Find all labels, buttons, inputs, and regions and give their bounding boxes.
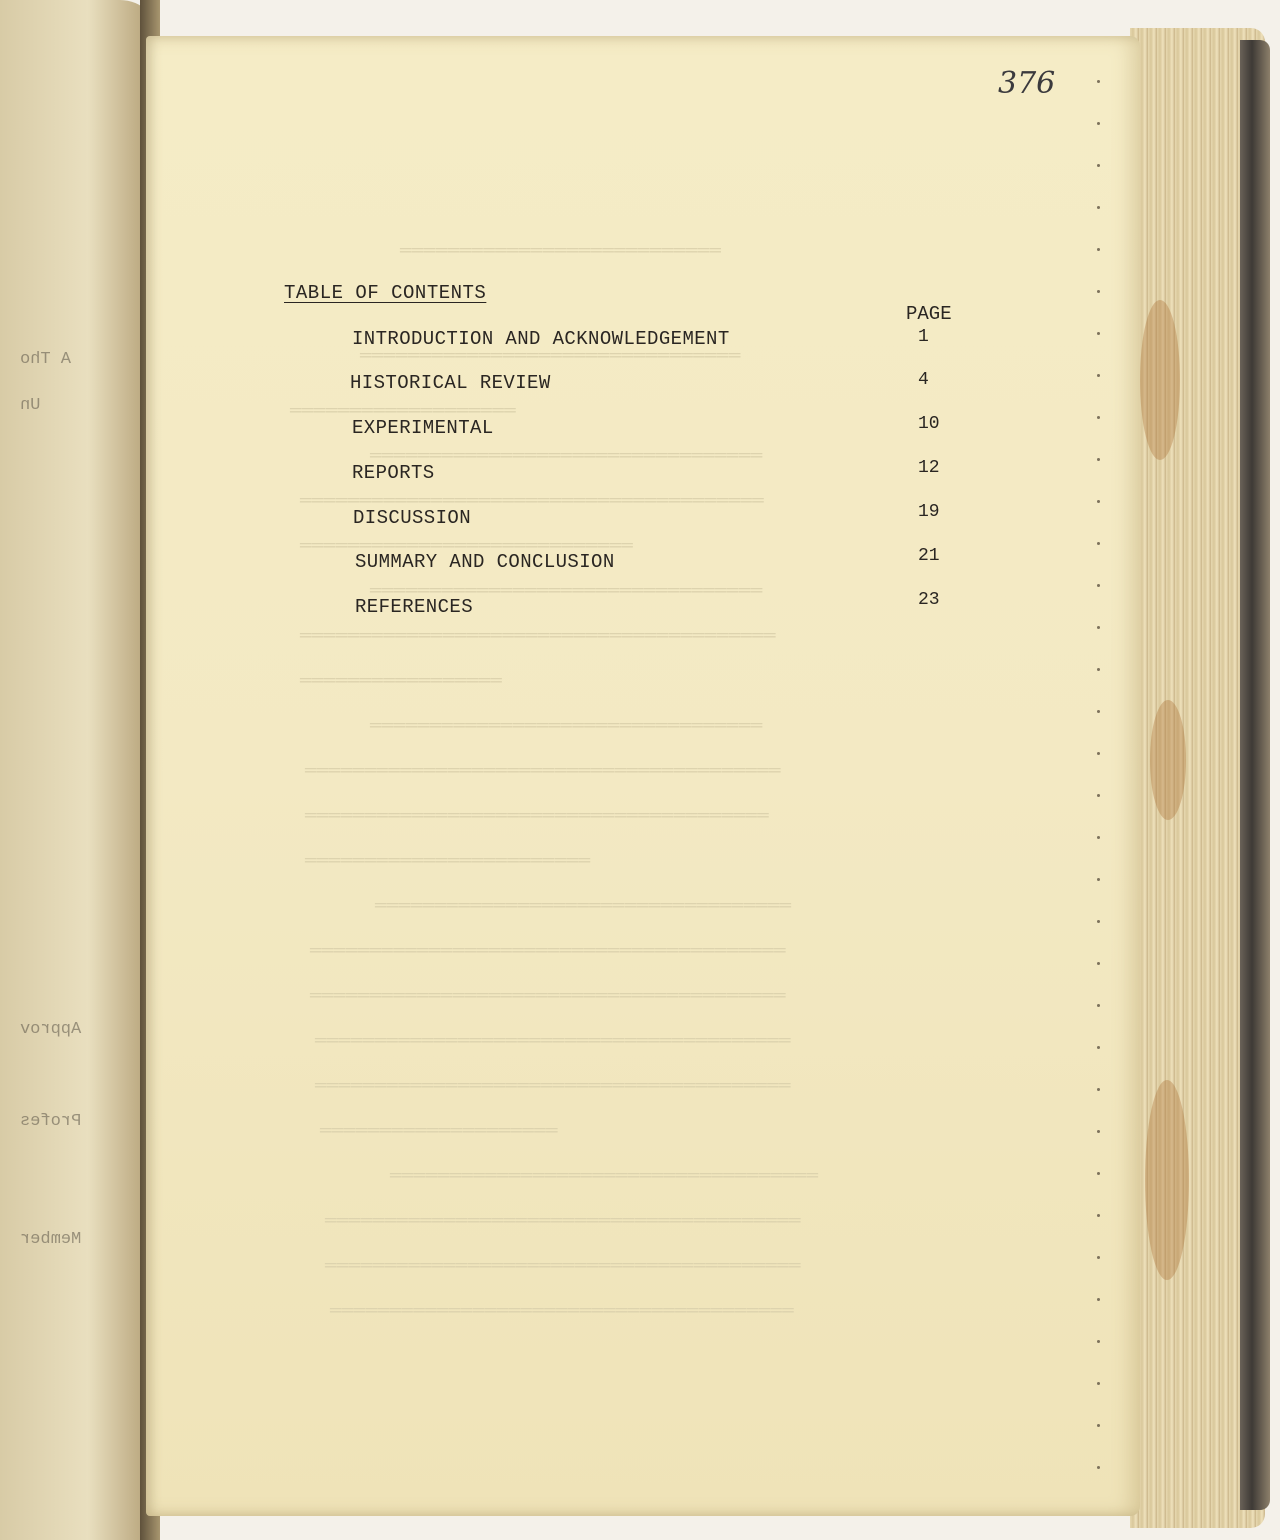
bleed-through-text: ═══════════════════════════════════════ [300,490,765,512]
perforation-dot [1097,1424,1100,1427]
bleed-through-text: ═══════════════════════════════════════ [330,1300,795,1322]
perforation-dot [1097,1004,1100,1007]
stain [1145,1080,1189,1280]
left-page-fragment: Un [20,396,61,415]
toc-entry-title: HISTORICAL REVIEW [350,372,551,394]
bleed-through-text: ═══════════════════════════════════════ [305,805,770,827]
stain [1140,300,1180,460]
perforation-dot [1097,1256,1100,1259]
bleed-through-text: ════════════════════════════════════════ [325,1210,802,1232]
left-page-fragment: Approv [20,1020,82,1039]
book-cover-edge [1240,40,1270,1510]
perforation-dot [1097,626,1100,629]
left-page [0,0,160,1540]
toc-entry-page: 23 [918,590,940,610]
toc-entry-title: REPORTS [352,462,435,484]
perforation-dot [1097,290,1100,293]
toc-entry-page: 12 [918,458,940,478]
perforation-dot [1097,1466,1100,1469]
perforation-dot [1097,794,1100,797]
stain [1150,700,1186,820]
perforation-dot [1097,836,1100,839]
bleed-through-text: ════════════════════════════════════════ [325,1255,802,1277]
left-page-fragment: Profes [20,1112,82,1131]
bleed-through-text: ═════════════════════════════════ [370,445,763,467]
bleed-through-text: ═══════════════════════════ [400,240,722,262]
bleed-through-text: ════════════════════════════════════════ [310,985,787,1007]
toc-entry-page: 19 [918,502,940,522]
perforation-dot [1097,584,1100,587]
bleed-through-text: ═══════════════════ [290,400,517,422]
perforation-dot [1097,752,1100,755]
toc-entry-page: 4 [918,370,929,390]
perforation-dot [1097,164,1100,167]
bleed-through-text: ════════════════════════════════════════ [315,1030,792,1052]
folio-number: 376 [998,66,1056,101]
perforation-dot [1097,122,1100,125]
bleed-through-text: ═════════════════════════════════ [370,580,763,602]
perforation-dot [1097,542,1100,545]
perforation-dot [1097,206,1100,209]
bleed-through-text: ════════════════════════════════════ [390,1165,819,1187]
perforation-dot [1097,1382,1100,1385]
perforation-dot [1097,1130,1100,1133]
perforation-dot [1097,1340,1100,1343]
toc-entry-title: REFERENCES [355,596,474,618]
perforation-dot [1097,1298,1100,1301]
bleed-through-text: ════════════════════════════════════════ [305,760,782,782]
perforation-dot [1097,878,1100,881]
bleed-through-text: ═══════════════════════════════════ [375,895,792,917]
perforation-dot [1097,668,1100,671]
bleed-through-text: ════════════════════ [320,1120,559,1142]
bleed-through-text: ═════════════════════════════════ [370,715,763,737]
toc-entry-title: EXPERIMENTAL [352,417,494,439]
toc-entry-title: INTRODUCTION AND ACKNOWLEDGEMENT [352,328,730,350]
perforation-dot [1097,458,1100,461]
bleed-through-text: ════════════════════════════════════════ [315,1075,792,1097]
perforation-dot [1097,1172,1100,1175]
bleed-through-text: ════════════════════════════════════════ [310,940,787,962]
left-page-fragment: Member [20,1230,82,1249]
bleed-through-text: ═════════════════ [300,670,503,692]
perforation-dot [1097,332,1100,335]
perforation-dot [1097,920,1100,923]
toc-entry-page: 21 [918,546,940,566]
perforation-dot [1097,1214,1100,1217]
toc-entry-page: 10 [918,414,940,434]
perforation-dot [1097,416,1100,419]
toc-entry-page: 1 [918,327,929,347]
perforation-dot [1097,500,1100,503]
perforation-dot [1097,1046,1100,1049]
bleed-through-text: ════════════════════════════════════════ [300,625,777,647]
toc-title: TABLE OF CONTENTS [284,282,487,304]
toc-entry-title: DISCUSSION [353,507,472,529]
toc-entry-title: SUMMARY AND CONCLUSION [355,551,615,573]
perforation-dot [1097,374,1100,377]
bleed-through-text: ════════════════════════ [305,850,591,872]
perforation-dot [1097,80,1100,83]
left-page-fragment: A Tho [20,350,72,369]
bleed-through-text: ════════════════════════════════ [360,345,741,367]
page-column-header: PAGE [906,303,952,325]
perforation-dot [1097,962,1100,965]
perforation-dot [1097,248,1100,251]
bleed-through-text: ════════════════════════════ [300,535,634,557]
perforation-dot [1097,710,1100,713]
perforation-dot [1097,1088,1100,1091]
